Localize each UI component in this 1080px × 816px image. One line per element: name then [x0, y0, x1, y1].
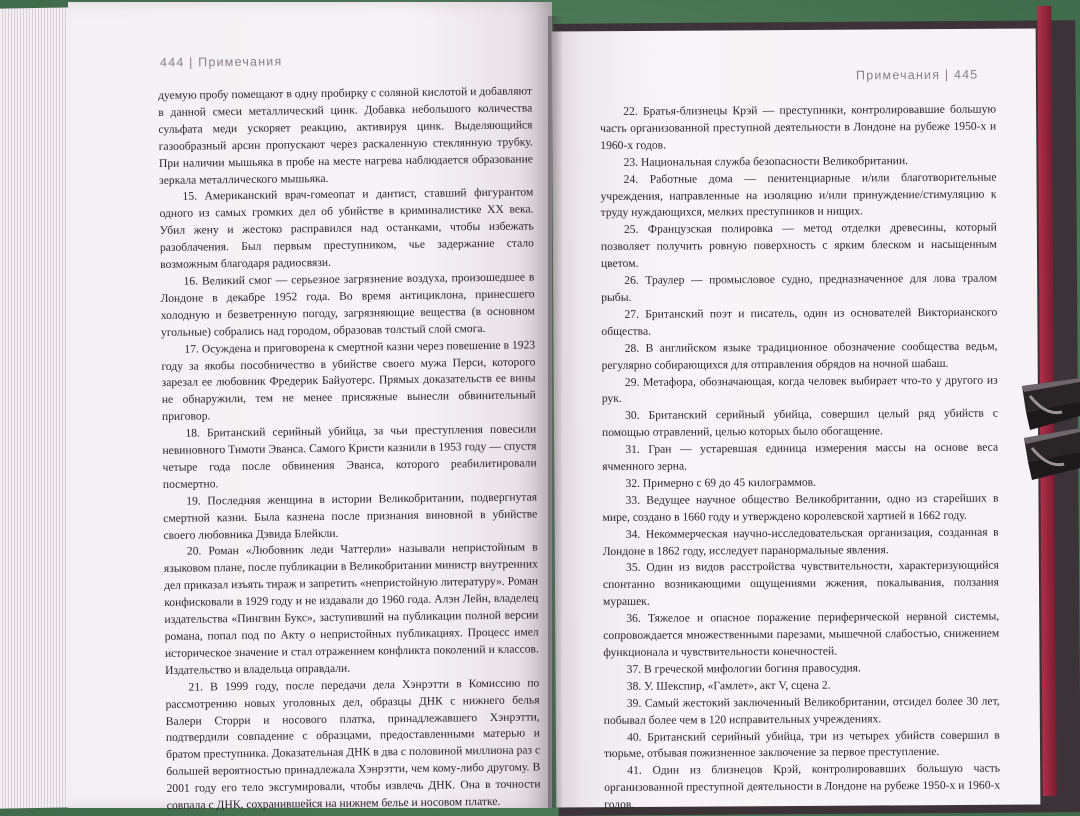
note-16: 16. Великий смог — серьезное загрязнение воздуха, произошедшее в Лондоне в декабре 1952 года. Во время антициклона, принесшего холодную и безветренную погоду, загрязняющие вещества (в основном угольные) собрались над городом, образовав толстый слой смога. [160, 270, 535, 339]
note-15: 15. Американский врач-гомеопат и дантист, ставший фигурантом одного из самых громких дел об убийстве в криминалистике XX века. Убил жену и жестоко расправился над останками, чтобы избежать разоблачения. Был первым преступником, чье задержание стало возможным благодаря радиосвязи. [159, 185, 535, 272]
note-28: 28. В английском языке традиционное обозначение сообщества ведьм, регулярно собирающихся для отправления обрядов на ночной шабаш. [601, 339, 998, 372]
note-33: 33. Ведущее научное общество Великобритании, одно из старейших в мире, создано в 1660 году и утверждено королевской хартией в 1662 году. [602, 491, 999, 524]
note-24: 24. Работные дома — пенитенциарные и/или благотворительные учреждения, направленные на изоляцию и/или принуждение/стимуляцию к труду нуждающихся, мелких преступников и нищих. [600, 170, 997, 220]
note-22: 22. Братья-близнецы Крэй — преступники, контролировавшие большую часть организованной преступной деятельности в Лондоне на рубеже 1950-х и 1960-х годов. [600, 102, 997, 152]
note-23: 23. Национальная служба безопасности Великобритании. [623, 153, 909, 169]
note-26: 26. Траулер — промысловое судно, предназначенное для лова тралом рыбы. [601, 271, 998, 304]
note-17: 17. Осуждена и приговорена к смертной казни через повешение в 1923 году за якобы пособничество в убийстве своего мужа Перси, которого зарезал ее любовник Фредерик Байуотерс. Прямых доказательств ее вины не обнаружили, тем не менее присяжные вынесли обвинительный приговор. [161, 338, 536, 424]
binder-clip-icon [1016, 372, 1080, 492]
left-page-text [158, 83, 541, 814]
note-34: 34. Некоммерческая научно-исследовательская организация, созданная в Лондоне в 1862 году, исследует паранормальные явления. [602, 525, 999, 558]
book-gutter [548, 16, 562, 808]
note-21: 21. В 1999 году, после передачи дела Хэнрэтти в Комиссию по рассмотрению новых уголовных дел, образцы ДНК с нижнего белья Валери Сторри и носового платка, принадлежавшего Хэнрэтти, подтвердили совпадение с образцами, предоставленными матерью и братом преступника. Доказательная ДНК в два с половиной миллиона раз с большей вероятностью принадлежала Хэнрэтти, чем кому-либо другому. В 2001 году его тело эксгумировали, чтобы извлечь ДНК. Она в точности совпала с ДНК, сохранившейся на нижнем белье и носовом платке. [165, 676, 541, 813]
note-30: 30. Британский серийный убийца, совершил целый ряд убийств с помощью отравлений, целью которых было обогащение. [601, 406, 998, 440]
paragraph: дуемую пробу помещают в одну пробирку с соляной кислотой и добавляют в данной смеси металлический цинк. Добавка небольшого количества сульфата меди ускоряет реакцию, активируя цинк. Выделяющийся газообразный арсин пропускают через раскаленную стеклянную трубку. При наличии мышьяка в пробе на месте нагрева наблюдается образование зеркала металлического мышьяка. [158, 84, 533, 187]
note-27: 27. Британский поэт и писатель, один из основателей Викторианского общества. [601, 305, 998, 338]
note-32: 32. Примерно с 69 до 45 килограммов. [625, 475, 817, 490]
note-36: 36. Тяжелое и опасное поражение периферической нервной системы, сопровождается множественными парезами, мышечной слабостью, снижением функционала и чувствительности конечностей. [603, 609, 1000, 659]
note-18: 18. Британский серийный убийца, за чьи преступления повесили невиновного Тимоти Эванса. Самого Кристи казнили в 1953 году — спустя четыре года после обвинения Эванса, которого реабилитировали посмертно. [162, 422, 537, 491]
note-37: 37. В греческой мифологии богиня правосудия. [626, 661, 861, 676]
note-25: 25. Французская полировка — метод отделки древесины, который позволяет получить ровную поверхность с ярким блеском и насыщенным цветом. [600, 220, 997, 271]
note-38: 38. У. Шекспир, «Гамлет», акт V, сцена 2. [626, 678, 831, 693]
note-40: 40. Британский серийный убийца, три из четырех убийств совершил в тюрьме, отбывая пожизненное заключение за первое преступление. [603, 728, 1000, 761]
note-29: 29. Метафора, обозначающая, когда человек выбирает что-то у другого из рук. [601, 373, 998, 406]
right-page-text [600, 102, 1000, 814]
note-31: 31. Гран — устаревшая единица измерения массы на основе веса ячменного зерна. [602, 440, 999, 474]
note-19: 19. Последняя женщина в истории Великобритании, подвергнутая смертной казни. Была казнена после признания виновной в убийстве своего любовника Дэвида Блейкли. [163, 490, 538, 542]
note-35: 35. Один из видов расстройства чувствительности, характеризующийся спонтанно возникающими ощущениями жжения, покалывания, ползания мурашек. [602, 559, 999, 609]
note-41: 41. Один из близнецов Крэй, контролировавших большую часть организованной преступной деятельности в Лондоне на рубеже 1950-х и 1960-х годов. [604, 761, 1001, 812]
page-edges [0, 7, 72, 808]
note-20: 20. Роман «Любовник леди Чаттерли» называли непристойным в языковом плане, после публикации в Великобритании министр внутренних дел приказал изъять тираж и запретить «непристойную литературу». Роман конфисковали в 1929 году и не издавали до 1960 года. Алэн Лейн, владелец издательства «Пингвин Букс», заступивший на публикации полной версии романа, попал под по Акту о непристойных публикациях. Процесс имел историческое значение и стал отражением конфликта поколений и классов. Издательство и владельца оправдали. [163, 540, 539, 677]
running-head-right: Примечания | 445 [855, 67, 979, 83]
note-39: 39. Самый жестокий заключенный Великобритании, отсидел более 30 лет, побывал более чем в 120 исправительных учреждениях. [603, 694, 1000, 727]
running-head-left: 444 | Примечания [159, 54, 283, 70]
